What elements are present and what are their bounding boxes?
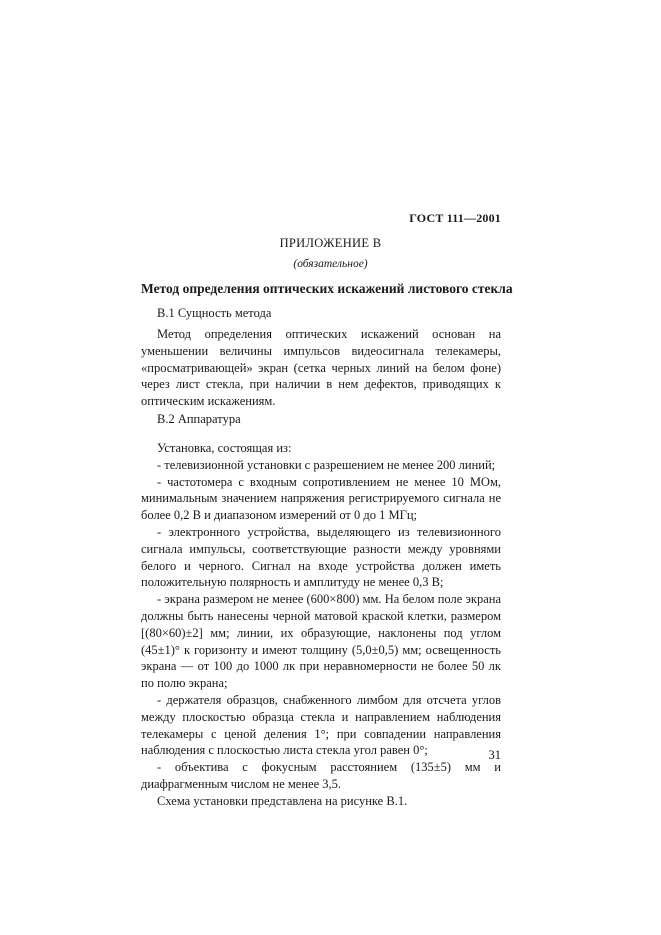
equipment-item: - объектива с фокусным расстоянием (135±5) мм и диафрагменным числом не менее 3,5. xyxy=(141,760,501,791)
equipment-item: - экрана размером не менее (600×800) мм. На белом поле экрана должны быть нанесены черной матовой краской клетки, размером [(80×60)±2] мм; линии, их образующие, наклонены под углом (45±1)° к горизонту и имеют толщину (5,0±0,5) мм; освещенность экрана — от 100 до 1000 лк при неравномерности не более 50 лк по полю экрана; xyxy=(141,592,501,691)
page-number: 31 xyxy=(488,748,501,762)
section-1-paragraph: Метод определения оптических искажений основан на уменьшении величины импульсов видеосигнала телекамеры, «просматривающей» экран (сетка черных линий на белом фоне) через лист стекла, при наличии в нем дефектов, приводящих к оптическим искажениям. xyxy=(141,327,501,409)
section-1-heading: В.1 Сущность метода xyxy=(157,306,272,320)
appendix-title: ПРИЛОЖЕНИЕ В xyxy=(279,236,382,250)
section-2-heading: В.2 Аппаратура xyxy=(157,412,241,426)
standard-code: ГОСТ 111—2001 xyxy=(409,211,501,225)
appendix-note: (обязательное) xyxy=(293,258,368,270)
equipment-item: - электронного устройства, выделяющего из телевизионного сигнала импульсы, соответствующие разности между уровнями белого и черного. Сигнал на входе устройства должен иметь положительную полярность и амплитуду не менее 0,3 В; xyxy=(141,524,501,590)
section-1-body xyxy=(141,326,501,410)
scheme-reference: Схема установки представлена на рисунке В.1. xyxy=(157,793,408,808)
equipment-item: - держателя образцов, снабженного лимбом для отсчета углов между плоскостью образца стекла и направлением наблюдения телекамеры с ценой деления 1°; при совпадении направления наблюдения с плоскостью листа стекла угол равен 0°; xyxy=(141,692,501,758)
section-2-body xyxy=(141,440,501,810)
equipment-item: - телевизионной установки с разрешением не менее 200 линий; xyxy=(157,457,496,472)
equipment-item: - частотомера с входным сопротивлением не менее 10 МОм, минимальным значением напряжения регистрируемого сигнала не более 0,2 В и диапазоном измерений от 0 до 1 МГц; xyxy=(141,474,501,523)
equipment-intro: Установка, состоящая из: xyxy=(157,441,292,455)
method-title: Метод определения оптических искажений листового стекла xyxy=(141,281,513,296)
